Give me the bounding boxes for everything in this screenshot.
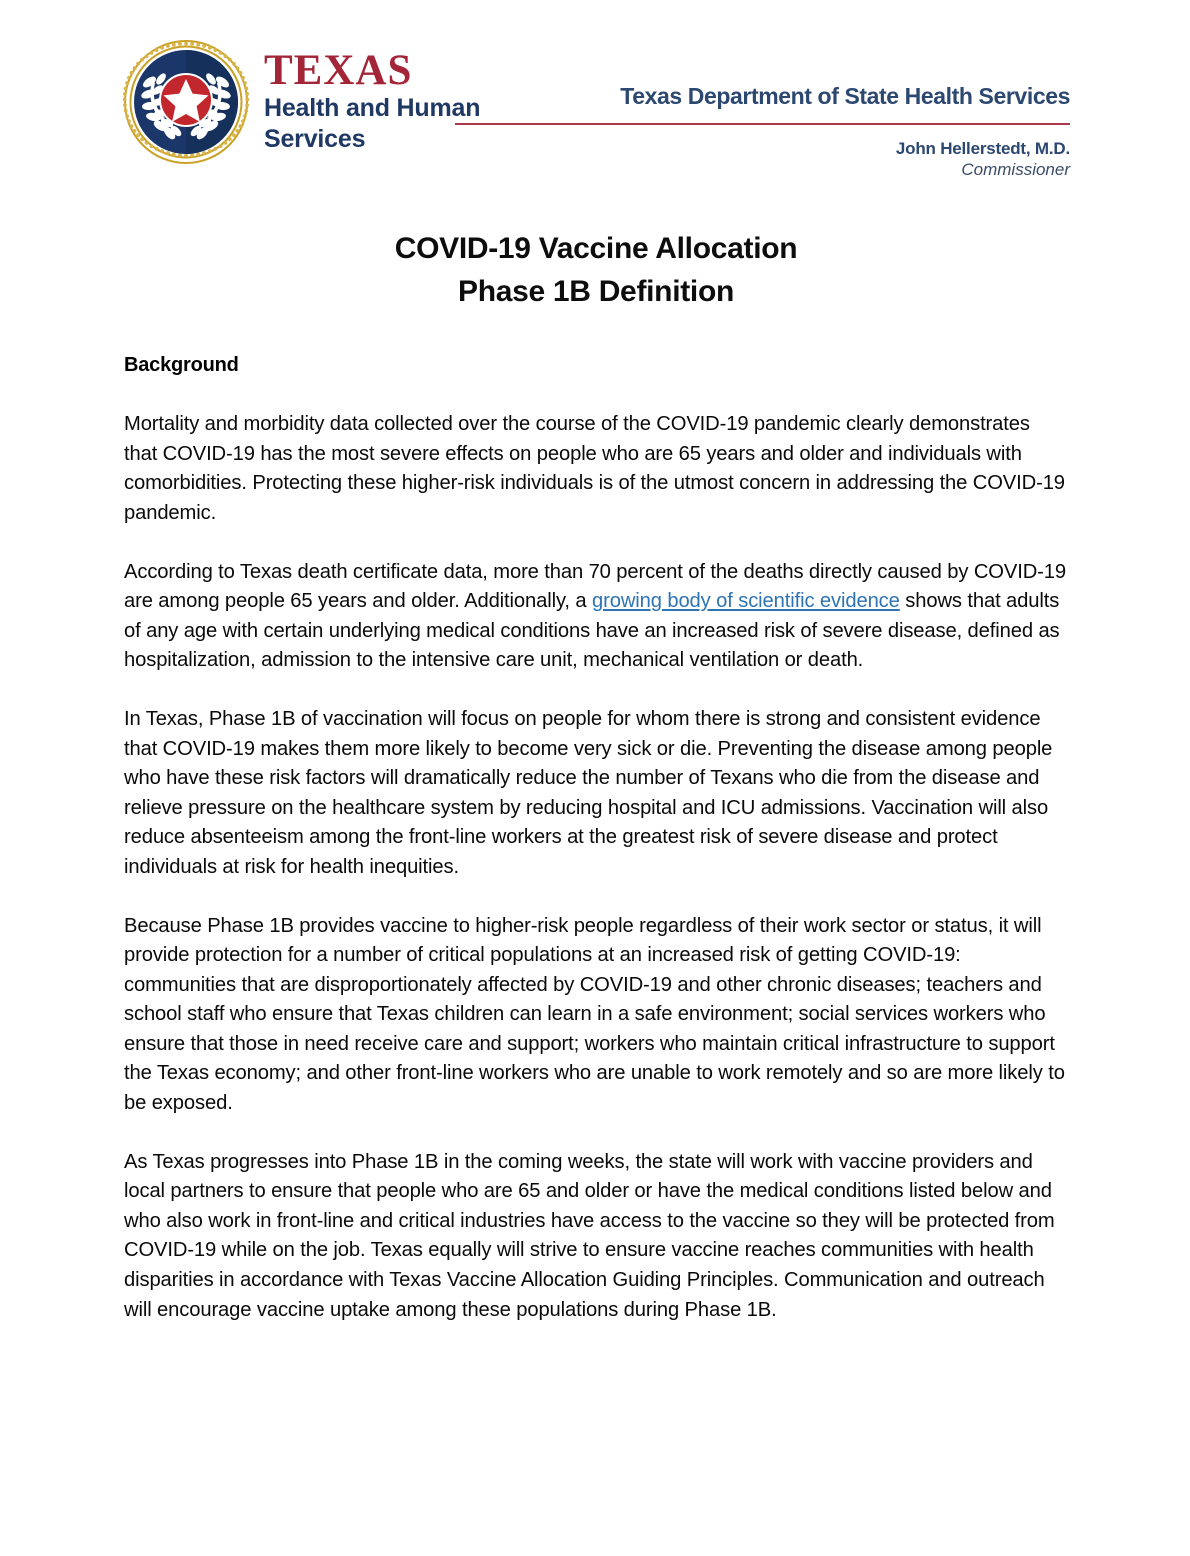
section-heading-background: Background [124, 354, 239, 377]
logo-subline-1: Health and Human [264, 94, 481, 123]
page-title-line-2: Phase 1B Definition [457, 274, 735, 308]
document-header [0, 0, 1190, 190]
document-body [124, 228, 1068, 1325]
texas-hhs-seal-icon [122, 38, 250, 166]
paragraph-2-text-before: According to Texas death certificate data, more than 70 percent of the deaths directly caused by COVID-19 are among people 65 years and older. Additionally, a [124, 560, 1066, 613]
growing-body-of-scientific-evidence-link[interactable]: growing body of scientific evidence [592, 590, 900, 613]
commissioner-name: John Hellerstedt, M.D. [895, 139, 1070, 158]
page-title [124, 228, 1068, 313]
paragraph-3: In Texas, Phase 1B of vaccination will focus on people for whom there is strong and consistent evidence that COVID-19 makes them more likely to become very sick or die. Preventing the disease among people who have these risk factors will dramatically reduce the number of Texans who die from the disease and relieve pressure on the healthcare system by reducing hospital and ICU admissions. Vaccination will also reduce absenteeism among the front-line workers at the greatest risk of severe disease and protect individuals at risk for health inequities. [124, 707, 1053, 878]
commissioner-role: Commissioner [961, 160, 1070, 180]
page-title-line-1: COVID-19 Vaccine Allocation [394, 232, 798, 265]
header-divider-rule [455, 123, 1070, 125]
logo-subline-2: Services [264, 124, 366, 153]
logo-texas-word: TEXAS [264, 47, 413, 94]
paragraph-4: Because Phase 1B provides vaccine to higher-risk people regardless of their work sector or status, it will provide protection for a number of critical populations at an increased risk of getting COVID-19: communities that are disproportionately affected by COVID-19 and other chronic diseases; teachers and school staff who ensure that Texas children can learn in a safe environment; social services workers who ensure that those in need receive care and support; workers who maintain critical infrastructure to support the Texas economy; and other front-line workers who are unable to work remotely and so are more likely to be exposed. [124, 914, 1065, 1115]
paragraph-2 [124, 529, 1068, 676]
agency-title-block [450, 84, 1070, 109]
texas-hhs-logo [122, 38, 480, 166]
agency-title: Texas Department of State Health Services [620, 83, 1070, 109]
logo-wordmark [264, 48, 480, 154]
paragraph-2-text-after: shows that adults of any age with certain underlying medical conditions have an increased risk of severe disease, defined as hospitalization, admission to the intensive care unit, mechanical ventilation or death. [124, 590, 1060, 672]
paragraph-5: As Texas progresses into Phase 1B in the coming weeks, the state will work with vaccine providers and local partners to ensure that people who are 65 and older or have the medical conditions listed below and who also work in front-line and critical industries have access to the vaccine so they will be protected from COVID-19 while on the job. Texas equally will strive to ensure vaccine reaches communities with health disparities in accordance with Texas Vaccine Allocation Guiding Principles. Communication and outreach will encourage vaccine uptake among these populations during Phase 1B. [124, 1150, 1055, 1321]
commissioner-block [570, 138, 1070, 181]
paragraph-1: Mortality and morbidity data collected over the course of the COVID-19 pandemic clearly demonstrates that COVID-19 has the most severe effects on people who are 65 years and older and individuals with comorbidities. Protecting these higher-risk individuals is of the utmost concern in addressing the COVID-19 pandemic. [124, 413, 1065, 524]
